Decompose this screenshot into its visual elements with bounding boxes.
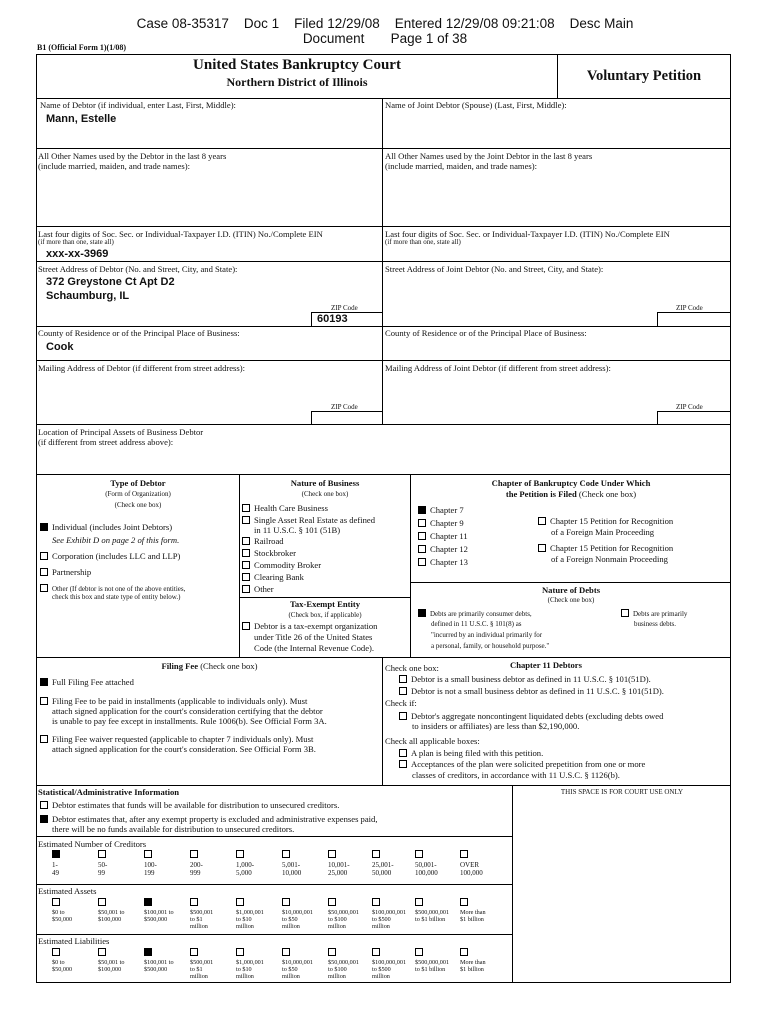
liabilities-option-text: million xyxy=(282,973,300,980)
creditors-option-text: 25,000 xyxy=(328,869,348,877)
court-title: United States Bankruptcy Court xyxy=(193,57,401,73)
liabilities-option-text: $0 to xyxy=(52,959,65,966)
checkbox[interactable] xyxy=(144,850,152,858)
checkbox[interactable] xyxy=(40,697,48,705)
liabilities-option-text: million xyxy=(372,973,390,980)
ch11-check-all: Check all applicable boxes: xyxy=(385,736,480,746)
assets-option-text: million xyxy=(328,923,346,930)
checkbox[interactable] xyxy=(242,573,250,581)
nature-of-business-header: Nature of Business (Check one box) xyxy=(240,478,410,500)
liabilities-option-text: $100,000 xyxy=(98,966,122,973)
chapter-title-line1: Chapter of Bankruptcy Code Under Which xyxy=(491,478,651,488)
form-id: B1 (Official Form 1)(1/08) xyxy=(37,43,127,52)
creditors-option-9[interactable] xyxy=(415,850,461,877)
debts-consumer-line2: defined in 11 U.S.C. § 101(8) as xyxy=(431,620,522,628)
ch11-aggregate-debts[interactable]: Debtor's aggregate noncontingent liquidated debts (excluding debts owed xyxy=(399,711,663,721)
checkbox[interactable] xyxy=(418,545,426,553)
nature-of-business-title: Nature of Business xyxy=(290,478,360,488)
debts-consumer-line3: "incurred by an individual primarily for xyxy=(431,631,543,639)
joint-mailing-zip-label: ZIP Code xyxy=(676,403,703,411)
checkbox[interactable] xyxy=(328,850,336,858)
liabilities-option-text: to $50 xyxy=(282,966,298,973)
checkbox[interactable] xyxy=(460,898,468,906)
checkbox[interactable] xyxy=(399,675,407,683)
checkbox-checked[interactable] xyxy=(418,506,426,514)
assets-option-3[interactable] xyxy=(144,898,190,923)
creditors-option-text: 99 xyxy=(98,869,105,877)
assets-option-text: More than xyxy=(460,909,486,916)
checkbox[interactable] xyxy=(418,558,426,566)
debtor-street-line2: Schaumburg, IL xyxy=(46,290,130,302)
debtor-type-other-note: check this box and state type of entity below.) xyxy=(52,593,181,601)
assets-option-7[interactable] xyxy=(328,898,374,930)
debtor-street-label: Street Address of Debtor (No. and Street, City, and State): xyxy=(38,264,238,274)
liabilities-option-text: More than xyxy=(460,959,486,966)
assets-option-text: to $50 xyxy=(282,916,298,923)
fee-waiver[interactable]: Filing Fee waiver requested (applicable to chapter 7 individuals only). Must xyxy=(40,734,313,744)
liabilities-option-text: $50,000 xyxy=(52,966,73,973)
liabilities-option-text: $1,000,001 xyxy=(236,959,264,966)
checkbox[interactable] xyxy=(328,948,336,956)
chapter-15-main[interactable]: Chapter 15 Petition for Recognition xyxy=(538,516,673,526)
checkbox[interactable] xyxy=(399,712,407,720)
assets-option-text: $500,001 xyxy=(190,909,214,916)
creditors-option-text: 5,001- xyxy=(282,861,301,869)
checkbox[interactable] xyxy=(98,898,106,906)
creditors-option-text: 50,001- xyxy=(415,861,437,869)
assets-option-text: $100,000 xyxy=(98,916,122,923)
joint-zip-box xyxy=(657,312,731,326)
liabilities-option-text: to $10 xyxy=(236,966,252,973)
fee-installments[interactable]: Filing Fee to be paid in installments (applicable to individuals only). Must xyxy=(40,696,307,706)
ch11-acceptances-line2: classes of creditors, in accordance with 11 U.S.C. § 1126(b). xyxy=(412,770,620,780)
joint-county-label: County of Residence or of the Principal Place of Business: xyxy=(385,328,587,338)
creditors-option-text: 199 xyxy=(144,869,155,877)
checkbox[interactable] xyxy=(399,687,407,695)
creditors-option-4[interactable] xyxy=(190,850,236,877)
creditors-option-text: OVER xyxy=(460,861,480,869)
creditors-option-text: 999 xyxy=(190,869,201,877)
liabilities-option-text: to $100 xyxy=(328,966,347,973)
business-clearing-bank[interactable]: Clearing Bank xyxy=(242,572,304,582)
chapter-11[interactable]: Chapter 11 xyxy=(418,531,468,541)
debts-business[interactable]: Debts are primarily xyxy=(621,609,687,618)
debts-consumer-line4: a personal, family, or household purpose." xyxy=(431,642,550,650)
liabilities-option-6[interactable] xyxy=(282,948,328,980)
fee-installments-line2: attach signed application for the court's consideration certifying that the debtor xyxy=(52,706,323,716)
debtor-mailing-zip-label: ZIP Code xyxy=(331,403,358,411)
checkbox[interactable] xyxy=(236,898,244,906)
chapter-15-main-line2: of a Foreign Main Proceeding xyxy=(551,527,655,537)
checkbox-checked[interactable] xyxy=(52,850,60,858)
nature-of-debts-header: Nature of Debts (Check one box) xyxy=(411,585,731,605)
assets-location-label: Location of Principal Assets of Business Debtor (if different from street address above): xyxy=(38,427,204,447)
checkbox[interactable] xyxy=(372,948,380,956)
checkbox[interactable] xyxy=(399,760,407,768)
fee-full[interactable]: Full Filing Fee attached xyxy=(40,677,134,687)
checkbox[interactable] xyxy=(418,519,426,527)
ch11-aggregate-debts-line2: to insiders or affiliates) are less than $2,190,000. xyxy=(412,721,580,731)
chapter-9[interactable]: Chapter 9 xyxy=(418,518,464,528)
tax-exempt-line3: Code (the Internal Revenue Code). xyxy=(254,643,375,653)
checkbox[interactable] xyxy=(190,850,198,858)
checkbox[interactable] xyxy=(242,537,250,545)
joint-street-label: Street Address of Joint Debtor (No. and Street, City, and State): xyxy=(385,264,604,274)
liabilities-option-7[interactable] xyxy=(328,948,374,980)
debtor-type-corporation[interactable]: Corporation (includes LLC and LLP) xyxy=(40,551,180,561)
ch11-title: Chapter 11 Debtors xyxy=(510,660,582,670)
business-railroad[interactable]: Railroad xyxy=(242,536,284,546)
checkbox[interactable] xyxy=(236,850,244,858)
checkbox[interactable] xyxy=(242,516,250,524)
assets-option-5[interactable] xyxy=(236,898,282,930)
liabilities-option-3[interactable] xyxy=(144,948,190,973)
assets-option-text: $1 billion xyxy=(460,916,484,923)
assets-option-text: $100,000,001 xyxy=(372,909,407,916)
ch11-not-small-business[interactable]: Debtor is not a small business debtor as defined in 11 U.S.C. § 101(51D). xyxy=(399,686,664,696)
checkbox[interactable] xyxy=(190,948,198,956)
creditors-option-text: 1,000- xyxy=(236,861,255,869)
ch11-small-business[interactable]: Debtor is a small business debtor as defined in 11 U.S.C. § 101(51D). xyxy=(399,674,651,684)
checkbox[interactable] xyxy=(372,898,380,906)
assets-option-text: $1,000,001 xyxy=(236,909,264,916)
assets-option-4[interactable] xyxy=(190,898,236,930)
checkbox[interactable] xyxy=(418,532,426,540)
checkbox[interactable] xyxy=(98,948,106,956)
assets-option-text: $0 to xyxy=(52,909,65,916)
debtor-street-line1: 372 Greystone Ct Apt D2 xyxy=(46,276,175,288)
checkbox-checked[interactable] xyxy=(40,523,48,531)
no-funds-line2: there will be no funds available for distribution to unsecured creditors. xyxy=(52,824,295,834)
liabilities-option-2[interactable] xyxy=(98,948,144,973)
case-stamp-line1: Case 08-35317 Doc 1 Filed 12/29/08 Entered 12/29/08 09:21:08 Desc Main xyxy=(136,16,634,31)
creditors-option-text: 200- xyxy=(190,861,203,869)
debtor-type-partnership[interactable]: Partnership xyxy=(40,567,91,577)
liabilities-option-text: $500,000,001 xyxy=(415,959,450,966)
ch11-check-if: Check if: xyxy=(385,698,417,708)
debts-business-line2: business debts. xyxy=(634,620,676,628)
creditors-option-text: 50,000 xyxy=(372,869,392,877)
assets-option-text: to $1 xyxy=(190,916,203,923)
case-stamp xyxy=(0,16,770,46)
chapter-7[interactable]: Chapter 7 xyxy=(418,505,464,515)
checkbox[interactable] xyxy=(40,568,48,576)
filing-fee-title: Filing Fee xyxy=(161,661,199,671)
liabilities-option-text: to $1 xyxy=(190,966,203,973)
checkbox[interactable] xyxy=(242,561,250,569)
creditors-option-text: 100,000 xyxy=(460,869,483,877)
checkbox[interactable] xyxy=(460,850,468,858)
petition-type: Voluntary Petition xyxy=(586,68,702,84)
liabilities-label: Estimated Liabilities xyxy=(38,936,110,946)
debtor-mailing-zip-box xyxy=(311,411,382,424)
liabilities-option-text: million xyxy=(190,973,208,980)
joint-ssn-sub: (if more than one, state all) xyxy=(385,238,461,246)
joint-mailing-zip-box xyxy=(657,411,731,424)
checkbox[interactable] xyxy=(415,948,423,956)
assets-option-text: million xyxy=(190,923,208,930)
assets-option-text: $500,000,001 xyxy=(415,909,450,916)
liabilities-option-text: $50,001 to xyxy=(98,959,125,966)
liabilities-option-text: $500,001 xyxy=(190,959,214,966)
assets-option-text: $50,001 to xyxy=(98,909,125,916)
checkbox[interactable] xyxy=(538,544,546,552)
creditors-option-text: 1- xyxy=(52,861,58,869)
creditors-option-text: 5,000 xyxy=(236,869,252,877)
liabilities-option-text: million xyxy=(236,973,254,980)
liabilities-option-text: to $1 billion xyxy=(415,966,446,973)
assets-option-text: million xyxy=(372,923,390,930)
debtor-zip-label: ZIP Code xyxy=(331,304,358,312)
debtor-zip: 60193 xyxy=(311,312,382,326)
checkbox-checked[interactable] xyxy=(144,948,152,956)
liabilities-option-8[interactable] xyxy=(372,948,418,980)
creditors-option-6[interactable] xyxy=(282,850,328,877)
ch11-check-one: Check one box: xyxy=(385,663,439,673)
checkbox[interactable] xyxy=(415,850,423,858)
business-stockbroker[interactable]: Stockbroker xyxy=(242,548,296,558)
checkbox[interactable] xyxy=(242,549,250,557)
fee-installments-line3: is unable to pay fee except in installments. Rule 1006(b). See Official Form 3A. xyxy=(52,716,327,726)
creditors-option-1[interactable] xyxy=(52,850,98,877)
checkbox-checked[interactable] xyxy=(418,609,426,617)
assets-option-1[interactable] xyxy=(52,898,98,923)
creditors-option-7[interactable] xyxy=(328,850,374,877)
chapter-13[interactable]: Chapter 13 xyxy=(418,557,468,567)
debtor-county-label: County of Residence or of the Principal Place of Business: xyxy=(38,328,240,338)
creditors-option-text: 25,001- xyxy=(372,861,394,869)
liabilities-option-text: $100,000,001 xyxy=(372,959,407,966)
tax-exempt-checkbox[interactable]: Debtor is a tax-exempt organization xyxy=(242,621,377,631)
assets-option-text: to $100 xyxy=(328,916,347,923)
chapter-15-nonmain[interactable]: Chapter 15 Petition for Recognition xyxy=(538,543,673,553)
assets-option-text: $10,000,001 xyxy=(282,909,313,916)
exhibit-d-note: See Exhibit D on page 2 of this form. xyxy=(52,535,180,545)
statistical-title: Statistical/Administrative Information xyxy=(38,787,180,797)
joint-zip-label: ZIP Code xyxy=(676,304,703,312)
checkbox[interactable] xyxy=(282,948,290,956)
business-single-asset[interactable]: Single Asset Real Estate as defined xyxy=(242,515,375,525)
filing-fee-header: Filing Fee (Check one box) xyxy=(161,661,258,671)
checkbox[interactable] xyxy=(282,850,290,858)
debtor-name-label: Name of Debtor (if individual, enter Last, First, Middle): xyxy=(40,100,236,110)
assets-option-text: $500,000 xyxy=(144,916,168,923)
assets-option-text: million xyxy=(236,923,254,930)
checkbox[interactable] xyxy=(52,948,60,956)
checkbox[interactable] xyxy=(460,948,468,956)
assets-option-text: $50,000,001 xyxy=(328,909,359,916)
liabilities-option-text: to $500 xyxy=(372,966,391,973)
liabilities-option-text: $1 billion xyxy=(460,966,484,973)
creditors-option-text: 10,000 xyxy=(282,869,302,877)
type-of-debtor-title: Type of Debtor xyxy=(110,478,166,488)
checkbox[interactable] xyxy=(242,504,250,512)
checkbox[interactable] xyxy=(282,898,290,906)
creditors-label: Estimated Number of Creditors xyxy=(38,839,147,849)
tax-exempt-line2: under Title 26 of the United States xyxy=(254,632,373,642)
ch11-plan-filed[interactable]: A plan is being filed with this petition. xyxy=(399,748,543,758)
assets-option-text: million xyxy=(282,923,300,930)
tax-exempt-header: Tax-Exempt Entity (Check box, if applicable) xyxy=(240,599,410,621)
chapter-header: Chapter of Bankruptcy Code Under Which the Petition is Filed (Check one box) xyxy=(411,478,731,500)
debtor-type-individual[interactable]: Individual (includes Joint Debtors) xyxy=(40,522,172,532)
debtor-ssn: xxx-xx-3969 xyxy=(46,248,109,260)
checkbox[interactable] xyxy=(242,585,250,593)
creditors-option-text: 100- xyxy=(144,861,157,869)
debtor-county: Cook xyxy=(46,341,74,353)
liabilities-option-text: million xyxy=(328,973,346,980)
checkbox-checked[interactable] xyxy=(40,678,48,686)
debtor-ssn-label: Last four digits of Soc. Sec. or Individual-Taxpayer I.D. (ITIN) No./Complete EIN xyxy=(38,229,323,239)
checkbox[interactable] xyxy=(190,898,198,906)
joint-name-label: Name of Joint Debtor (Spouse) (Last, First, Middle): xyxy=(385,100,567,110)
liabilities-option-text: $100,001 to xyxy=(144,959,174,966)
case-stamp-line2: Document Page 1 of 38 xyxy=(302,31,468,46)
assets-option-9[interactable] xyxy=(415,898,461,923)
creditors-option-text: 50- xyxy=(98,861,108,869)
liabilities-option-text: $50,000,001 xyxy=(328,959,359,966)
creditors-option-8[interactable] xyxy=(372,850,418,877)
business-health-care[interactable]: Health Care Business xyxy=(242,503,328,513)
type-of-debtor-header: Type of Debtor (Form of Organization) (Check one box) xyxy=(37,478,239,511)
assets-option-text: to $1 billion xyxy=(415,916,446,923)
business-other[interactable]: Other xyxy=(242,584,274,594)
liabilities-option-9[interactable] xyxy=(415,948,461,973)
debtor-ssn-sub: (if more than one, state all) xyxy=(38,238,114,246)
debtor-name: Mann, Estelle xyxy=(46,113,117,125)
checkbox[interactable] xyxy=(40,584,48,592)
joint-mailing-label: Mailing Address of Joint Debtor (if different from street address): xyxy=(385,363,611,373)
creditors-option-2[interactable] xyxy=(98,850,144,877)
checkbox[interactable] xyxy=(236,948,244,956)
checkbox[interactable] xyxy=(52,898,60,906)
assets-option-text: $50,000 xyxy=(52,916,73,923)
checkbox[interactable] xyxy=(399,749,407,757)
checkbox[interactable] xyxy=(40,735,48,743)
creditors-option-10[interactable] xyxy=(460,850,506,877)
assets-option-text: to $500 xyxy=(372,916,391,923)
creditors-option-3[interactable] xyxy=(144,850,190,877)
court-header xyxy=(37,57,557,90)
assets-option-8[interactable] xyxy=(372,898,418,930)
checkbox[interactable] xyxy=(538,517,546,525)
creditors-option-text: 49 xyxy=(52,869,59,877)
liabilities-option-text: $10,000,001 xyxy=(282,959,313,966)
liabilities-option-1[interactable] xyxy=(52,948,98,973)
debtor-type-other[interactable]: Other (If debtor is not one of the above entities, xyxy=(40,583,185,593)
nature-of-debts-title: Nature of Debts xyxy=(541,585,601,595)
checkbox[interactable] xyxy=(372,850,380,858)
debtor-mailing-label: Mailing Address of Debtor (if different from street address): xyxy=(38,363,245,373)
fee-waiver-line2: attach signed application for the court's consideration. See Official Form 3B. xyxy=(52,744,316,754)
joint-ssn-label: Last four digits of Soc. Sec. or Individual-Taxpayer I.D. (ITIN) No./Complete EIN xyxy=(385,229,670,239)
checkbox[interactable] xyxy=(98,850,106,858)
checkbox-checked[interactable] xyxy=(40,815,48,823)
no-funds-option[interactable]: Debtor estimates that, after any exempt property is excluded and administrative expenses paid, xyxy=(40,814,378,824)
assets-option-text: $100,001 to xyxy=(144,909,174,916)
checkbox-checked[interactable] xyxy=(144,898,152,906)
funds-available-option[interactable]: Debtor estimates that funds will be available for distribution to unsecured creditors. xyxy=(40,800,339,810)
chapter-15-nonmain-line2: of a Foreign Nonmain Proceeding xyxy=(551,554,668,564)
debts-consumer[interactable]: Debts are primarily consumer debts, xyxy=(418,609,532,618)
business-commodity-broker[interactable]: Commodity Broker xyxy=(242,560,321,570)
business-single-asset-cite: in 11 U.S.C. § 101 (51B) xyxy=(254,525,341,535)
checkbox[interactable] xyxy=(40,552,48,560)
creditors-option-5[interactable] xyxy=(236,850,282,877)
liabilities-option-10[interactable] xyxy=(460,948,506,973)
chapter-12[interactable]: Chapter 12 xyxy=(418,544,468,554)
checkbox[interactable] xyxy=(40,801,48,809)
assets-option-6[interactable] xyxy=(282,898,328,930)
tax-exempt-title: Tax-Exempt Entity xyxy=(289,599,361,609)
creditors-option-text: 10,001- xyxy=(328,861,350,869)
checkbox[interactable] xyxy=(621,609,629,617)
checkbox[interactable] xyxy=(242,622,250,630)
court-use-label: THIS SPACE IS FOR COURT USE ONLY xyxy=(560,788,684,796)
assets-option-2[interactable] xyxy=(98,898,144,923)
court-district: Northern District of Illinois xyxy=(226,75,368,89)
assets-option-10[interactable] xyxy=(460,898,506,923)
checkbox[interactable] xyxy=(328,898,336,906)
creditors-option-text: 100,000 xyxy=(415,869,438,877)
assets-option-text: to $10 xyxy=(236,916,252,923)
checkbox[interactable] xyxy=(415,898,423,906)
assets-label: Estimated Assets xyxy=(38,886,97,896)
ch11-acceptances[interactable]: Acceptances of the plan were solicited prepetition from one or more xyxy=(399,759,645,769)
liabilities-option-4[interactable] xyxy=(190,948,236,980)
liabilities-option-text: $500,000 xyxy=(144,966,168,973)
debtor-other-names-label: All Other Names used by the Debtor in the last 8 years (include married, maiden, and trade names): xyxy=(38,151,227,171)
joint-other-names-label: All Other Names used by the Joint Debtor in the last 8 years (include married, maiden, and trade names): xyxy=(385,151,593,171)
liabilities-option-5[interactable] xyxy=(236,948,282,980)
